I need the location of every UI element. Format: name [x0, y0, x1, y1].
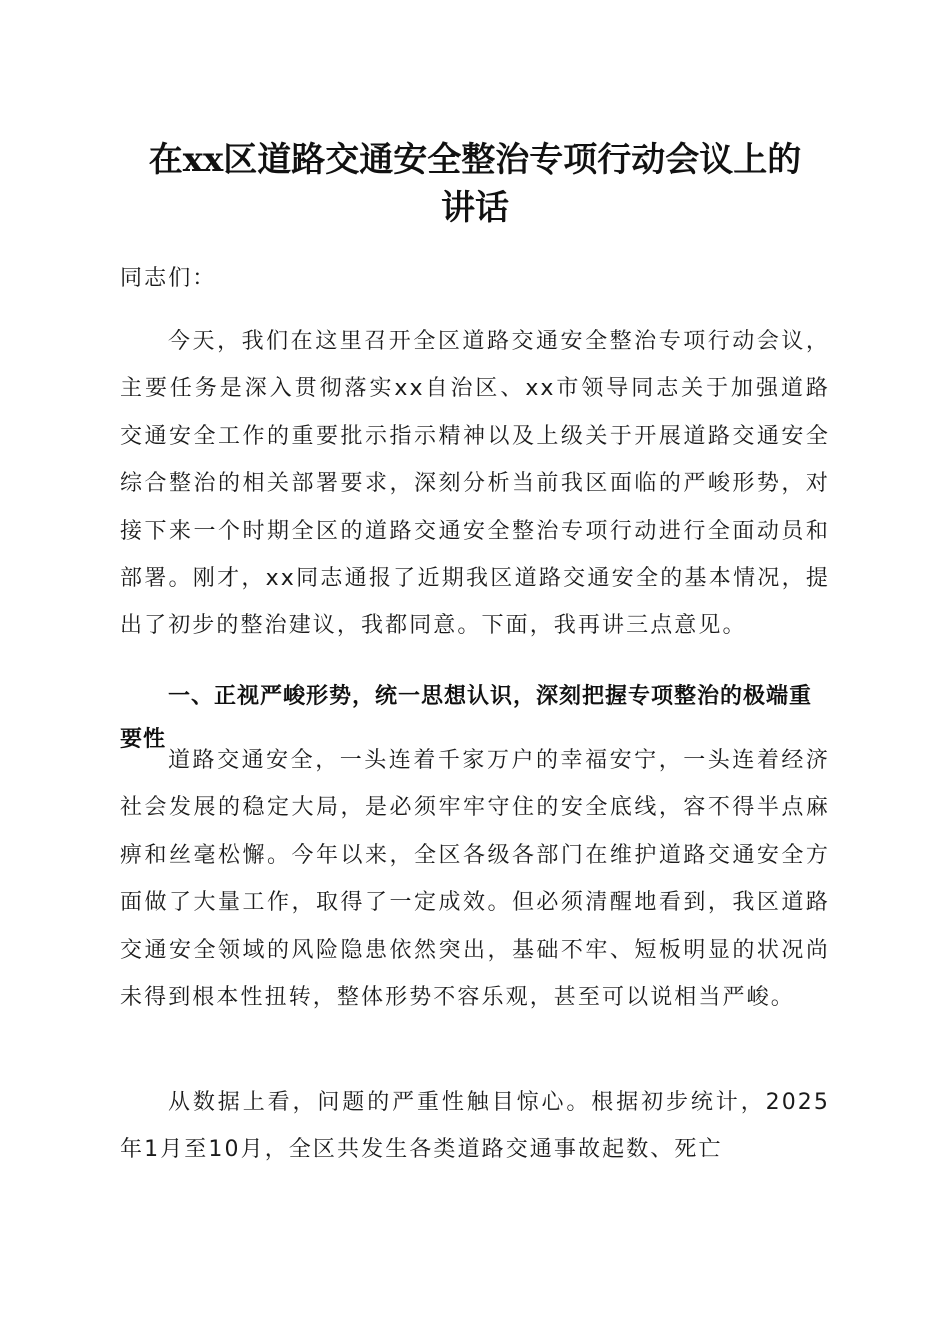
salutation: 同志们： [120, 266, 217, 291]
document-title-continued: 讲话 [441, 188, 509, 228]
section-heading-1: 一、正视严峻形势，统一思想认识，深刻把握专项整治的极端重要性 [120, 684, 813, 752]
paragraph-data-statistics: 从数据上看，问题的严重性触目惊心。根据初步统计，2025年1月至10月，全区共发生各类道路交通事故起数、死亡 [120, 1090, 830, 1163]
document-title: 在xx区道路交通安全整治专项行动会议上的 [148, 140, 802, 180]
paragraph-intro: 今天，我们在这里召开全区道路交通安全整治专项行动会议，主要任务是深入贯彻落实xx自治区、xx市领导同志关于加强道路交通安全工作的重要批示指示精神以及上级关于开展道路交通安全综合整治的相关部署要求，深刻分析当前我区面临的严峻形势，对接下来一个时期全区的道路交通安全整治专项行动进行全面动员和部署。刚才，xx同志通报了近期我区道路交通安全的基本情况，提出了初步的整治建议，我都同意。下面，我再讲三点意见。 [120, 329, 830, 639]
paragraph-section1-body: 道路交通安全，一头连着千家万户的幸福安宁，一头连着经济社会发展的稳定大局，是必须牢牢守住的安全底线，容不得半点麻痹和丝毫松懈。今年以来，全区各级各部门在维护道路交通安全方面做了大量工作，取得了一定成效。但必须清醒地看到，我区道路交通安全领域的风险隐患依然突出，基础不牢、短板明显的状况尚未得到根本性扭转，整体形势不容乐观，甚至可以说相当严峻。 [120, 748, 830, 1011]
